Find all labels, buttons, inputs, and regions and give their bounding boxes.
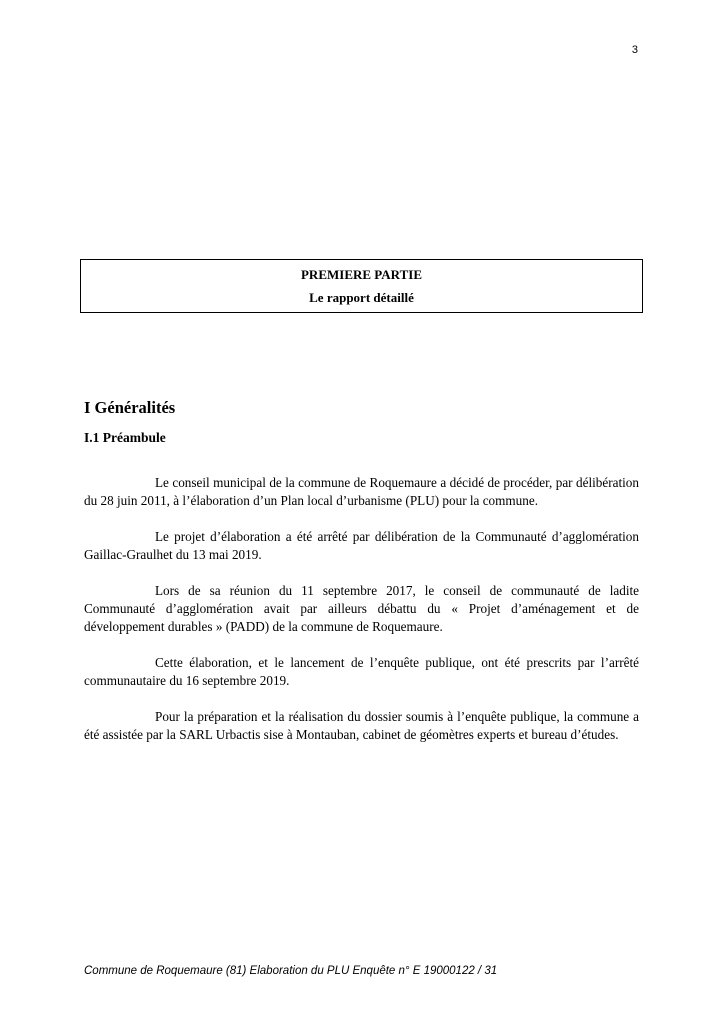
page-number: 3 (631, 44, 638, 56)
part-subtitle: Le rapport détaillé (309, 290, 414, 305)
part-title-box (80, 259, 643, 313)
page-footer: Commune de Roquemaure (81) Elaboration du PLU Enquête n° E 19000122 / 31 (84, 965, 498, 977)
paragraph: Lors de sa réunion du 11 septembre 2017, le conseil de communauté de ladite Communauté d’agglomération avait par ailleurs débattu du « Projet d’aménagement et de développement durables » (PADD) de la commune de Roquemaure. (84, 583, 639, 634)
section-title: I Généralités (84, 398, 176, 417)
body-text (84, 474, 639, 762)
part-title: PREMIERE PARTIE (300, 267, 422, 282)
paragraph: Cette élaboration, et le lancement de l’enquête publique, ont été prescrits par l’arrêté communautaire du 16 septembre 2019. (84, 655, 639, 688)
paragraph: Pour la préparation et la réalisation du dossier soumis à l’enquête publique, la commune a été assistée par la SARL Urbactis sise à Montauban, cabinet de géomètres experts et bureau d’études. (84, 709, 639, 742)
paragraph: Le projet d’élaboration a été arrêté par délibération de la Communauté d’agglomération Gaillac-Graulhet du 13 mai 2019. (84, 529, 639, 562)
subsection-title: I.1 Préambule (84, 430, 166, 445)
paragraph: Le conseil municipal de la commune de Roquemaure a décidé de procéder, par délibération du 28 juin 2011, à l’élaboration d’un Plan local d’urbanisme (PLU) pour la commune. (84, 475, 639, 508)
